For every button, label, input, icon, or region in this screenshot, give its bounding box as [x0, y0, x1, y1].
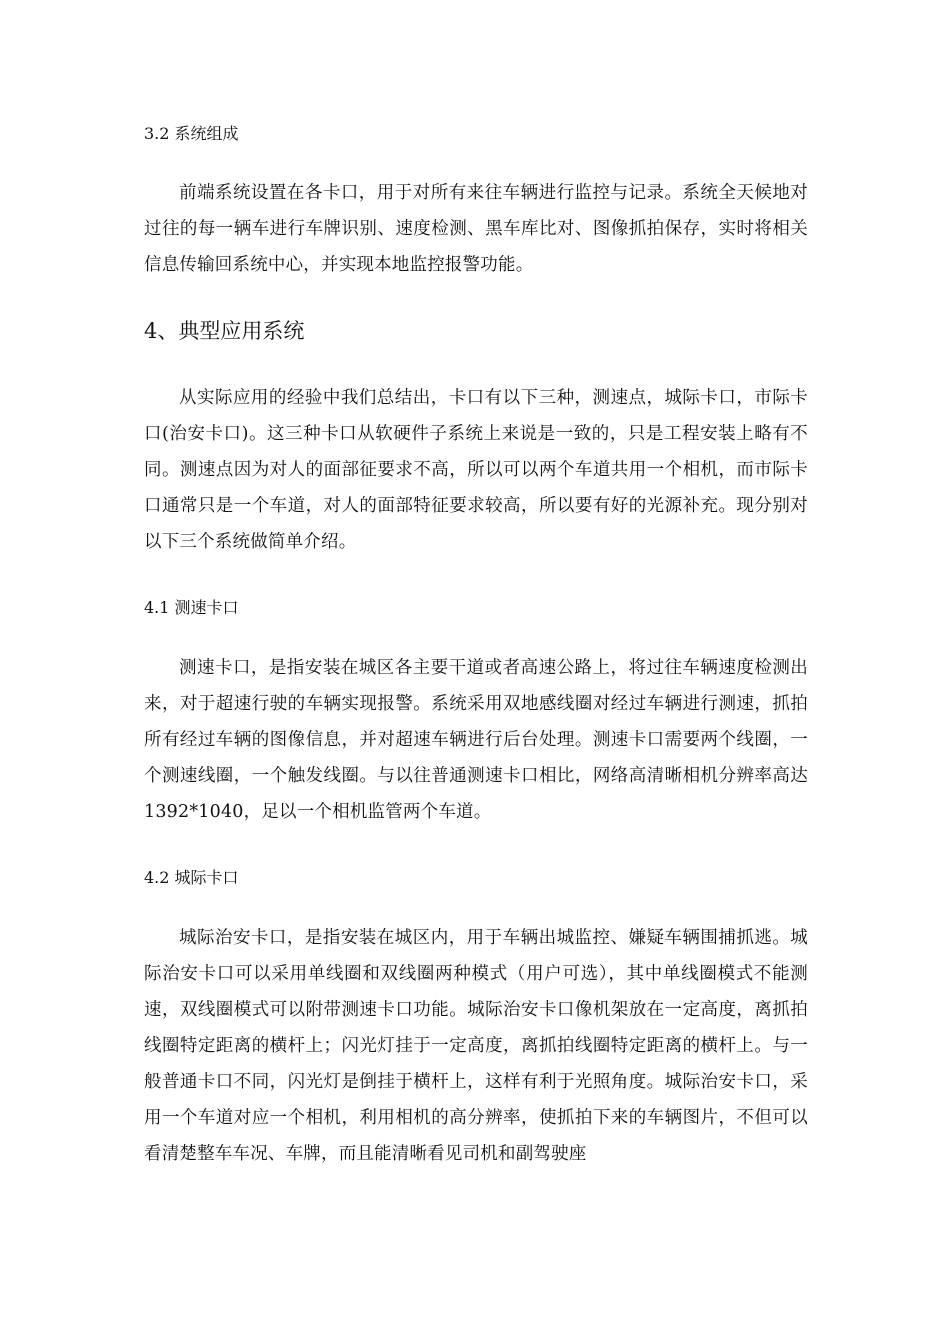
section-paragraph-4-2: 城际治安卡口，是指安装在城区内，用于车辆出城监控、嫌疑车辆围捕抓逃。城际治安卡口可以采用单线圈和双线圈两种模式（用户可选），其中单线圈模式不能测速，双线圈模式可以附带测速卡口功能。城际治安卡口像机架放在一定高度，离抓拍线圈特定距离的横杆上；闪光灯挂于一定高度，离抓拍线圈特定距离的横杆上。与一般普通卡口不同，闪光灯是倒挂于横杆上，这样有利于光照角度。城际治安卡口，采用一个车道对应一个相机，利用相机的高分辨率，使抓拍下来的车辆图片，不但可以看清楚整车车况、车牌，而且能清晰看见司机和副驾驶座: [144, 928, 808, 1164]
section-heading-4-1: 4.1 测速卡口: [144, 598, 239, 617]
section-paragraph-4: 从实际应用的经验中我们总结出，卡口有以下三种，测速点，城际卡口，市际卡口(治安卡口)。这三种卡口从软硬件子系统上来说是一致的，只是工程安装上略有不同。测速点因为对人的面部征要求不高，所以可以两个车道共用一个相机，而市际卡口通常只是一个车道，对人的面部特征要求较高，所以要有好的光源补充。现分别对以下三个系统做简单介绍。: [144, 388, 808, 552]
section-paragraph-3-2: 前端系统设置在各卡口，用于对所有来往车辆进行监控与记录。系统全天候地对过往的每一辆车进行车牌识别、速度检测、黑车库比对、图像抓拍保存，实时将相关信息传输回系统中心，并实现本地监控报警功能。: [144, 183, 808, 275]
section-heading-3-2: 3.2 系统组成: [144, 124, 239, 143]
section-heading-4: 4、典型应用系统: [144, 319, 305, 343]
section-paragraph-4-1: 测速卡口，是指安装在城区各主要干道或者高速公路上，将过往车辆速度检测出来，对于超速行驶的车辆实现报警。系统采用双地感线圈对经过车辆进行测速，抓拍所有经过车辆的图像信息，并对超速车辆进行后台处理。测速卡口需要两个线圈，一个测速线圈，一个触发线圈。与以往普通测速卡口相比，网络高清晰相机分辨率高达 1392*1040，足以一个相机监管两个车道。: [144, 658, 808, 822]
section-heading-4-2: 4.2 城际卡口: [144, 868, 239, 887]
